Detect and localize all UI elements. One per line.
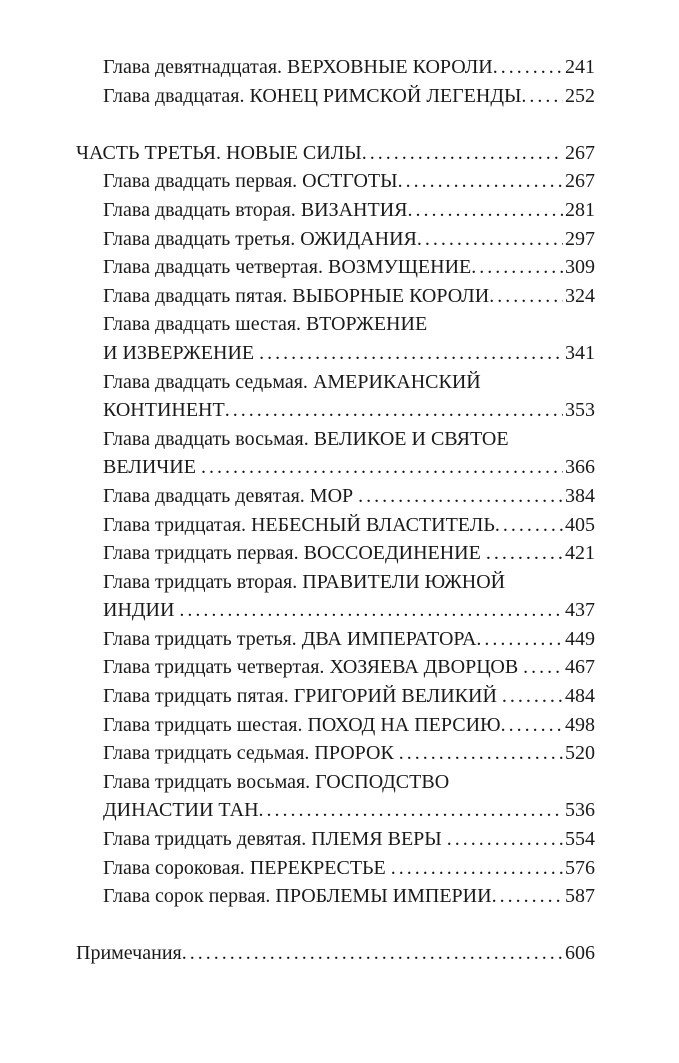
toc-entry-title: КОНЕЦ РИМСКОЙ ЛЕГЕНДЫ (249, 84, 522, 107)
page-number: 606 (565, 942, 595, 965)
dot-leader (476, 625, 563, 654)
toc-entry (76, 425, 595, 454)
page-number: 267 (565, 141, 595, 164)
toc-entry-title: ДИНАСТИИ ТАН (103, 799, 259, 822)
toc-entry-prefix: Глава тридцать четвертая. (103, 656, 330, 679)
page-number: 324 (565, 284, 595, 307)
dot-leader (492, 882, 563, 911)
toc-entry-title: ПРОБЛЕМЫ ИМПЕРИИ (275, 885, 492, 908)
dot-leader (391, 854, 563, 883)
toc-entry (76, 854, 595, 883)
dot-leader (398, 167, 563, 196)
toc-entry (76, 568, 595, 597)
toc-entry (76, 825, 595, 854)
toc-entry-title: Примечания (76, 942, 182, 965)
toc-entry (76, 82, 595, 111)
dot-leader (201, 453, 563, 482)
toc-entry-title: МОР (309, 484, 359, 507)
dot-leader (417, 225, 563, 254)
toc-entry-prefix: Глава тридцать восьмая. (103, 770, 316, 793)
dot-leader (501, 711, 563, 740)
page-number: 520 (565, 742, 595, 765)
toc-entry (76, 711, 595, 740)
toc-entry-prefix: Глава двадцать седьмая. (103, 370, 313, 393)
dot-leader (179, 596, 563, 625)
page-number: 484 (565, 685, 595, 708)
dot-leader (502, 682, 563, 711)
dot-leader (182, 939, 563, 968)
toc-entry-prefix: Глава тридцать пятая. (103, 685, 294, 708)
toc-entry-title: ГОСПОДСТВО (315, 770, 450, 793)
toc-entry-title: ВТОРЖЕНИЕ (306, 313, 428, 336)
toc-entry (76, 53, 595, 82)
toc-entry-title: ВОССОЕДИНЕНИЕ (303, 542, 486, 565)
page-number: 281 (565, 198, 595, 221)
toc-entry-title: ХОЗЯЕВА ДВОРЦОВ (329, 656, 524, 679)
toc-entry-prefix: Глава двадцатая. (103, 84, 250, 107)
page-number: 353 (565, 399, 595, 422)
toc-entry-prefix: Глава тридцать первая. (103, 542, 304, 565)
toc-entry-prefix: Глава девятнадцатая. (103, 56, 288, 78)
toc-entry-title: ОСТГОТЫ (302, 170, 398, 193)
toc-entry-title: ВЕРХОВНЫЕ КОРОЛИ (287, 56, 493, 78)
toc-entry-prefix: Глава тридцать девятая. (103, 828, 312, 851)
dot-leader (259, 796, 563, 825)
toc-entry (76, 653, 595, 682)
toc-entry-prefix: Глава тридцать вторая. (103, 570, 303, 593)
dot-leader (495, 511, 563, 540)
toc-entry (76, 539, 595, 568)
toc-entry (76, 482, 595, 511)
toc-entry-title: ДВА ИМПЕРАТОРА (301, 627, 477, 650)
page-number: 297 (565, 227, 595, 250)
page-number: 341 (565, 341, 595, 364)
toc-entry-title: ВИЗАНТИЯ (300, 198, 408, 221)
page-number: 467 (565, 656, 595, 679)
page-number: 554 (565, 828, 595, 851)
toc-entry (76, 739, 595, 768)
toc-entry-prefix: Глава тридцать третья. (103, 627, 302, 650)
page-number: 437 (565, 599, 595, 622)
toc-entry-title: НЕБЕСНЫЙ ВЛАСТИТЕЛЬ (250, 513, 495, 536)
toc-entry-title: ВОЗМУЩЕНИЕ (327, 256, 472, 279)
toc-entry (76, 682, 595, 711)
toc-entry-title: КОНТИНЕНТ (103, 399, 225, 422)
toc-entry-title: АМЕРИКАНСКИЙ (312, 370, 481, 393)
toc-entry (76, 196, 595, 225)
toc-entry-title: ПЕРЕКРЕСТЬЕ (249, 856, 391, 879)
dot-leader (521, 82, 563, 111)
page-number: 405 (565, 513, 595, 536)
toc-entry-prefix: Глава двадцать шестая. (103, 313, 307, 336)
toc-entry-prefix: Глава тридцатая. (103, 513, 251, 536)
toc-entry (76, 882, 595, 911)
toc-entry (76, 625, 595, 654)
toc-entry-prefix: Глава двадцать восьмая. (103, 427, 314, 450)
toc-entry (76, 796, 595, 825)
toc-entry (76, 167, 595, 196)
toc-entry (76, 939, 595, 968)
toc-entry (76, 253, 595, 282)
page-number: 384 (565, 484, 595, 507)
page-number: 421 (565, 542, 595, 565)
dot-leader (259, 339, 563, 368)
toc-entry-title: ИНДИИ (103, 599, 180, 622)
toc-entry-title: ВЫБОРНЫЕ КОРОЛИ (292, 284, 490, 307)
page-number: 587 (565, 885, 595, 908)
dot-leader (362, 139, 563, 168)
page-number: 498 (565, 713, 595, 736)
toc-entry-title: ВЕЛИЧИЕ (103, 456, 201, 479)
dot-leader (225, 396, 563, 425)
toc-entry-prefix: Глава сорок первая. (103, 885, 276, 908)
toc-entry-prefix: Глава двадцать пятая. (103, 284, 293, 307)
toc-entry (76, 396, 595, 425)
dot-leader (408, 196, 563, 225)
page-number: 536 (565, 799, 595, 822)
toc-entry-title: ОЖИДАНИЯ (300, 227, 417, 250)
dot-leader (523, 653, 563, 682)
toc-entry-title: ЧАСТЬ ТРЕТЬЯ. НОВЫЕ СИЛЫ (76, 141, 362, 164)
page-number: 449 (565, 627, 595, 650)
toc-entry-title: ПОХОД НА ПЕРСИЮ (307, 713, 501, 736)
toc-entry (76, 339, 595, 368)
toc-entry (76, 139, 595, 168)
toc-entry-title: ГРИГОРИЙ ВЕЛИКИЙ (293, 685, 502, 708)
toc-entry-prefix: Глава сороковая. (103, 856, 250, 879)
toc-entry-title: ПРАВИТЕЛИ ЮЖНОЙ (302, 570, 506, 593)
dot-leader (447, 825, 563, 854)
toc-entry-prefix: Глава тридцать седьмая. (103, 742, 315, 765)
toc-entry (76, 453, 595, 482)
page-number: 267 (565, 170, 595, 193)
page-number: 366 (565, 456, 595, 479)
dot-leader (493, 53, 563, 82)
dot-leader (358, 482, 563, 511)
toc-entry (76, 596, 595, 625)
toc-entry-title: ПРОРОК (314, 742, 399, 765)
toc-entry-prefix: Глава тридцать шестая. (103, 713, 308, 736)
dot-leader (489, 282, 563, 311)
toc-entry-prefix: Глава двадцать девятая. (103, 484, 310, 507)
toc-entry-prefix: Глава двадцать четвертая. (103, 256, 328, 279)
dot-leader (486, 539, 563, 568)
toc-entry-prefix: Глава двадцать третья. (103, 227, 301, 250)
toc-entry-prefix: Глава двадцать первая. (103, 170, 303, 193)
toc-entry (76, 225, 595, 254)
toc-entry (76, 511, 595, 540)
toc-entry-title: ПЛЕМЯ ВЕРЫ (311, 828, 447, 851)
toc-entry (76, 768, 595, 797)
dot-leader (471, 253, 563, 282)
toc-entry-title: И ИЗВЕРЖЕНИЕ (103, 341, 260, 364)
toc-entry (76, 368, 595, 397)
dot-leader (399, 739, 563, 768)
page-number: 309 (565, 256, 595, 279)
page-number: 252 (565, 84, 595, 107)
toc-entry (76, 282, 595, 311)
toc-entry-prefix: Глава двадцать вторая. (103, 198, 301, 221)
page-number: 576 (565, 856, 595, 879)
toc-entry (76, 310, 595, 339)
page-number: 241 (565, 56, 595, 78)
toc-entry-title: ВЕЛИКОЕ И СВЯТОЕ (313, 427, 509, 450)
